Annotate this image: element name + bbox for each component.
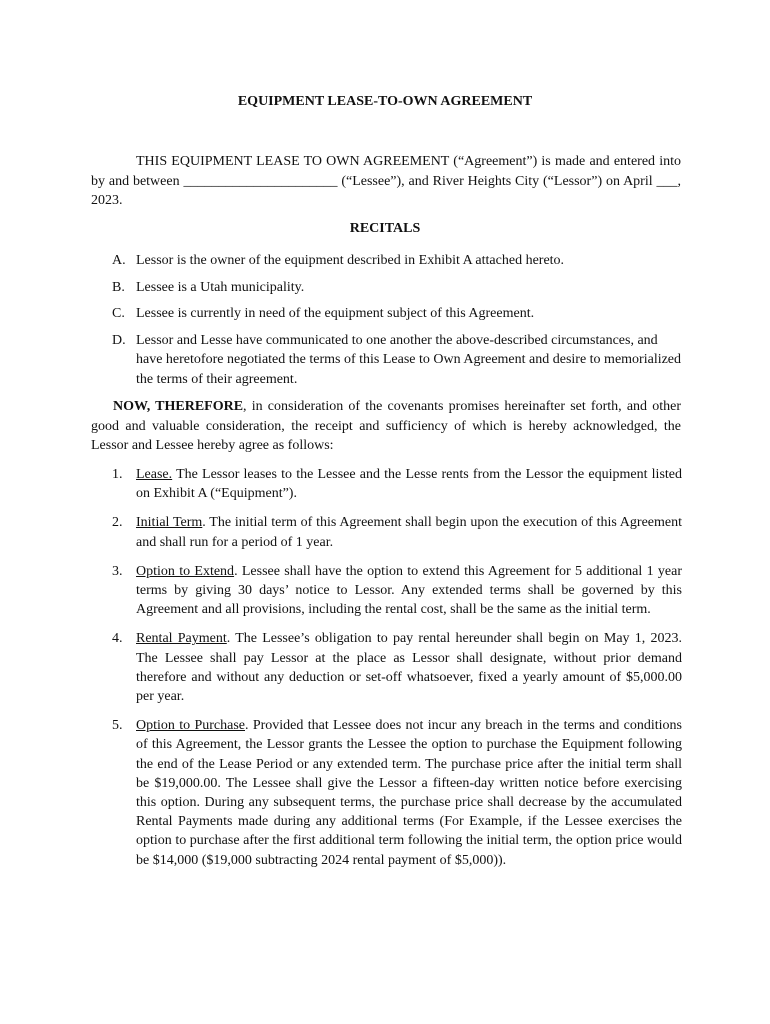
term-item: [112, 562, 682, 620]
recital-marker: A.: [112, 253, 126, 268]
now-therefore-text: , in consideration of the covenants promises hereinafter set forth, and other good and valuable consideration, the receipt and sufficiency of which is hereby acknowledged, the Lessor and Lessee hereby agree as follows:: [91, 399, 681, 453]
term-item: [112, 465, 682, 503]
term-heading: Initial Term: [136, 515, 203, 531]
recitals-list: [112, 251, 682, 396]
term-heading: Option to Extend: [136, 563, 235, 579]
recital-text: Lessee is currently in need of the equipment subject of this Agreement.: [136, 306, 535, 321]
term-text: . Lessee shall have the option to extend this Agreement for 5 additional 1 year terms by giving 30 days’ notice to Lessor. Any extended terms shall be governed by this Agreement and all provisions, including the rental cost, shall be the same as the initial term.: [136, 563, 682, 618]
recital-marker: B.: [112, 279, 125, 295]
term-item: [112, 629, 682, 706]
recitals-heading: RECITALS: [349, 221, 421, 236]
intro-paragraph: [91, 152, 681, 211]
recital-marker: D.: [112, 332, 126, 348]
term-text: The Lessor leases to the Lessee and the Lesse rents from the Lessor the equipment listed on Exhibit A (“Equipment”).: [136, 467, 682, 502]
terms-list: [112, 465, 682, 880]
now-therefore-paragraph: [91, 397, 681, 456]
recital-item: [112, 278, 682, 298]
term-number: 4.: [112, 631, 123, 647]
term-heading: Rental Payment: [136, 631, 227, 647]
term-text: . Provided that Lessee does not incur any breach in the terms and conditions of this Agreement, the Lessor grants the Lessee the option to purchase the Equipment following the end of the Lease Period or any extended term. The purchase price after the initial term shall be $19,000.00. The Lessee shall give the Lessor a fifteen-day written notice before exercising this option. During any subsequent terms, the purchase price shall decrease by the accumulated Rental Payments made during any additional terms (For Example, if the Lessee exercises the option to purchase after the first additional term following the initial term, the option price would be $14,000 ($19,000 subtracting 2024 rental payment of $5,000)).: [136, 718, 682, 868]
recital-item: [112, 251, 682, 271]
recital-text: Lessee is a Utah municipality.: [136, 279, 305, 295]
document-title: EQUIPMENT LEASE-TO-OWN AGREEMENT: [237, 94, 533, 109]
term-number: 3.: [112, 563, 123, 579]
term-number: 2.: [112, 515, 123, 531]
recital-text: Lessor is the owner of the equipment described in Exhibit A attached hereto.: [136, 253, 565, 268]
term-text: . The Lessee’s obligation to pay rental hereunder shall begin on May 1, 2023. The Lessee shall pay Lessor at the place as Lessor shall designate, without prior demand therefore and without any deduction or set-off whatsoever, fixed a yearly amount of $5,000.00 per year.: [136, 631, 682, 705]
term-item: [112, 716, 682, 870]
recital-text: Lessor and Lesse have communicated to one another the above-described circumstances, and have heretofore negotiated the terms of this Lease to Own Agreement and desire to memorialized the terms of their agreement.: [136, 332, 682, 387]
term-text: . The initial term of this Agreement shall begin upon the execution of this Agreement and shall run for a period of 1 year.: [136, 515, 682, 550]
term-heading: Option to Purchase: [136, 718, 245, 734]
now-therefore-lead: NOW, THEREFORE: [113, 399, 244, 414]
intro-text: THIS EQUIPMENT LEASE TO OWN AGREEMENT (“Agreement”) is made and entered into by and between ______________________ (“Lessee”), and River Heights City (“Lessor”) on April ___, 2023.: [91, 154, 681, 208]
term-item: [112, 513, 682, 551]
recital-item: [112, 331, 682, 390]
term-number: 1.: [112, 467, 123, 482]
term-number: 5.: [112, 718, 123, 734]
term-heading: Lease.: [136, 467, 173, 482]
recital-marker: C.: [112, 306, 125, 321]
recital-item: [112, 304, 682, 324]
